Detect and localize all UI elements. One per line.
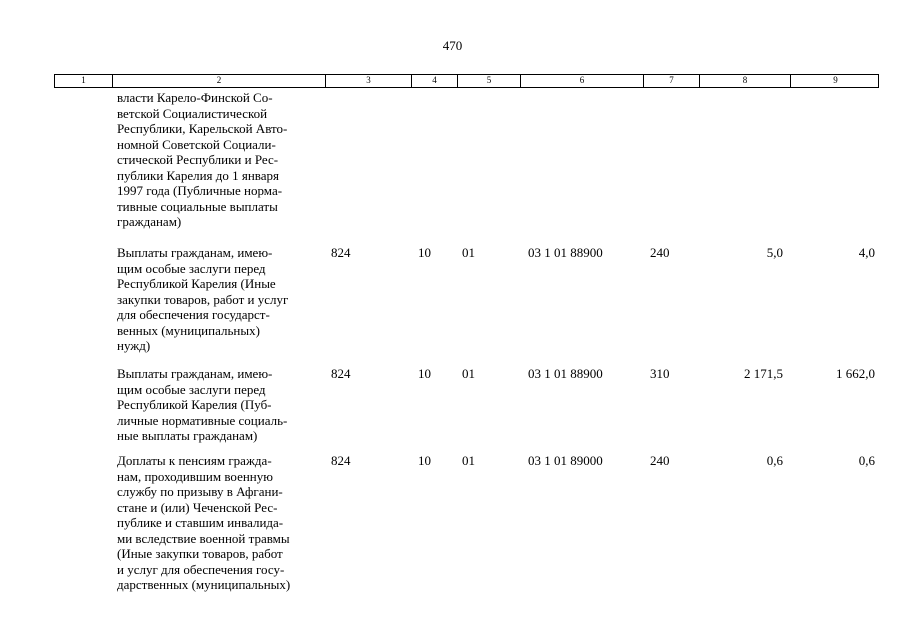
row-code-col7: 240	[650, 453, 670, 468]
row-description	[117, 245, 322, 354]
row-description-line: Республикой Карелия (Пуб-	[117, 397, 272, 412]
row-description-line: (Иные закупки товаров, работ	[117, 546, 283, 561]
row-amount-col9: 4,0	[858, 245, 875, 260]
row-description	[117, 453, 322, 593]
row-amount-col9: 0,6	[858, 453, 875, 468]
row-code-col7: 310	[650, 366, 670, 381]
header-col-9: 9	[833, 75, 838, 85]
header-col-3: 3	[326, 75, 412, 87]
row-description-line: нам, проходившим военную	[117, 468, 273, 484]
page-number: 470	[442, 38, 463, 53]
row-description-line: публики Карелия до 1 января	[117, 167, 280, 183]
header-col-5: 5	[458, 75, 521, 87]
row-code-col3: 824	[331, 245, 351, 260]
row-amount-col8: 0,6	[766, 453, 783, 468]
row-description-line: Республики, Карельской Авто-	[117, 121, 288, 136]
row-code-col3: 824	[331, 366, 351, 381]
row-description-line: и услуг для обеспечения госу-	[117, 561, 285, 577]
row-code-col6: 03 1 01 89000	[528, 453, 603, 468]
row-description-line: щим особые заслуги перед	[117, 260, 266, 276]
row-description-line: службу по призыву в Афгани-	[117, 484, 283, 499]
row-amount-col8: 2 171,5	[744, 366, 783, 381]
row-code-col4: 10	[418, 245, 431, 260]
row-description-line: Доплаты к пенсиям гражда-	[117, 453, 272, 468]
row-description-line: щим особые заслуги перед	[117, 381, 266, 397]
row-code-col5: 01	[462, 245, 475, 260]
row-description-line: 1997 года (Публичные норма-	[117, 183, 283, 198]
row-code-col4: 10	[418, 453, 431, 468]
row-description-line: дарственных (муниципальных)	[117, 577, 291, 592]
row-description-line: закупки товаров, работ и услуг	[117, 291, 289, 307]
row-description-line: личные нормативные социаль-	[117, 412, 288, 428]
row-description	[117, 366, 322, 444]
row-code-col7: 240	[650, 245, 670, 260]
row-description-line: Республикой Карелия (Иные	[117, 276, 276, 291]
row-description-line: гражданам)	[117, 214, 182, 229]
row-description-line: нужд)	[117, 338, 151, 353]
header-col-1: 1	[55, 75, 113, 87]
row-description-line: тивные социальные выплаты	[117, 198, 278, 214]
row-description-line: ми вследствие военной травмы	[117, 530, 290, 546]
row-amount-col8: 5,0	[766, 245, 783, 260]
row-code-col5: 01	[462, 453, 475, 468]
row-description-line: стане и (или) Чеченской Рес-	[117, 499, 278, 515]
row-description-line: стической Республики и Рес-	[117, 152, 279, 167]
header-col-6: 6	[521, 75, 644, 87]
row-code-col3: 824	[331, 453, 351, 468]
header-col-2: 2	[113, 75, 326, 87]
row-code-col6: 03 1 01 88900	[528, 366, 603, 381]
row-amount-col9: 1 662,0	[836, 366, 875, 381]
row-description-line: Выплаты гражданам, имею-	[117, 245, 273, 260]
table-header	[54, 74, 879, 88]
header-col-7: 7	[644, 75, 700, 87]
row-code-col4: 10	[418, 366, 431, 381]
row-code-col5: 01	[462, 366, 475, 381]
header-col-4: 4	[412, 75, 458, 87]
header-col-8: 8	[700, 75, 791, 87]
row-description-line: ные выплаты гражданам)	[117, 428, 258, 443]
row-description	[117, 90, 322, 230]
row-description-line: Выплаты гражданам, имею-	[117, 366, 273, 381]
row-description-line: ветской Социалистической	[117, 105, 268, 121]
row-code-col6: 03 1 01 88900	[528, 245, 603, 260]
row-description-line: публике и ставшим инвалида-	[117, 515, 284, 530]
row-description-line: власти Карело-Финской Со-	[117, 90, 273, 105]
row-description-line: для обеспечения государст-	[117, 307, 270, 322]
row-description-line: венных (муниципальных)	[117, 322, 260, 338]
row-description-line: номной Советской Социали-	[117, 136, 276, 152]
